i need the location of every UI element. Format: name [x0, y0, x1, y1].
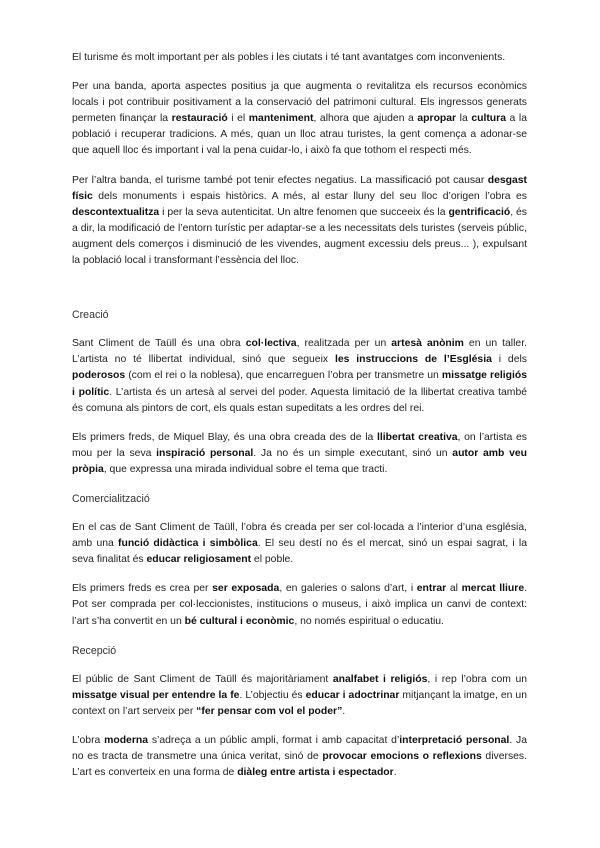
intro-paragraph-2: Per una banda, aporta aspectes positius ja que augmenta o revitalitza els recursos econòmics locals i pot contribuir positivament a la conservació del patrimoni cultural. Els ingressos generats permeten finançar la restauració i el manteniment, alhora que ajuden a apropar la cultura a la població i recuperar tradicions. A més, quan un lloc atrau turistes, la gent comença a adonar-se que aquell lloc és important i val la pena cuidar-lo, i això fa que tothom el respecti més. [72, 81, 527, 157]
section-heading-creacio: Creació [72, 309, 109, 322]
document-body [72, 50, 527, 794]
recepcio-paragraph-1: El públic de Sant Climent de Taüll és majoritàriament analfabet i religiós, i rep l’obra com un missatge visual per entendre la fe. L’objectiu és educar i adoctrinar mitjançant la imatge, en un context on l’art serveix per “fer pensar com vol el poder”. [72, 673, 528, 717]
intro-paragraph-1: El turisme és molt important per als pobles i les ciutats i té tant avantatges com inconvenients. [72, 52, 506, 63]
creacio-paragraph-1: Sant Climent de Taüll és una obra col·lectiva, realitzada per un artesà anònim en un taller. L’artista no té llibertat individual, sinó que segueix les instruccions de l’Església i dels poderosos (com el rei o la noblesa), que encarreguen l’obra per transmetre un missatge religiós i polític. L’artista és un artesà al servei del poder. Aquesta limitació de la llibertat creativa també és comuna als pintors de cort, els quals estan supeditats a les ordres del rei. [72, 338, 528, 414]
comercialitzacio-paragraph-1: En el cas de Sant Climent de Taüll, l’obra és creada per ser col·locada a l’interior d’una església, amb una funció didàctica i simbòlica. El seu destí no és el mercat, sinó un espai sagrat, i la seva finalitat és educar religiosament el poble. [72, 522, 527, 566]
section-heading-recepcio: Recepció [72, 644, 117, 657]
creacio-paragraph-2: Els primers freds, de Miquel Blay, és una obra creada des de la llibertat creativa, on l’artista es mou per la seva inspiració personal. Ja no és un simple executant, sinó un autor amb veu pròpia, que expressa una mirada individual sobre el tema que tracti. [72, 431, 527, 475]
section-heading-comercialitzacio: Comercialització [72, 492, 150, 505]
intro-paragraph-3: Per l’altra banda, el turisme també pot tenir efectes negatius. La massificació pot causar desgast físic dels monuments i espais històrics. A més, al estar lluny del seu lloc d’origen l’obra es descontextualitza i per la seva autenticitat. Un altre fenomen que succeeix és la gentrificació, és a dir, la modificació de l’entorn turístic per adaptar-se a les necessitats dels turistes (serveis públic, augment dels comerços i disminució de les vivendes, augment excessiu dels preus... ), expulsant la població local i transformant l’essència del lloc. [72, 174, 528, 267]
recepcio-paragraph-2: L’obra moderna s’adreça a un públic ampli, format i amb capacitat d’interpretació personal. Ja no es tracta de transmetre una única veritat, sinó de provocar emocions o reflexions diverses. L’art es converteix en una forma de diàleg entre artista i espectador. [72, 735, 528, 779]
comercialitzacio-paragraph-2: Els primers freds es crea per ser exposada, en galeries o salons d’art, i entrar al mercat lliure. Pot ser comprada per col·leccionistes, institucions o museus, i això implica un canvi de context: l’art s’ha convertit en un bé cultural i econòmic, no només espiritual o educatiu. [72, 583, 527, 627]
